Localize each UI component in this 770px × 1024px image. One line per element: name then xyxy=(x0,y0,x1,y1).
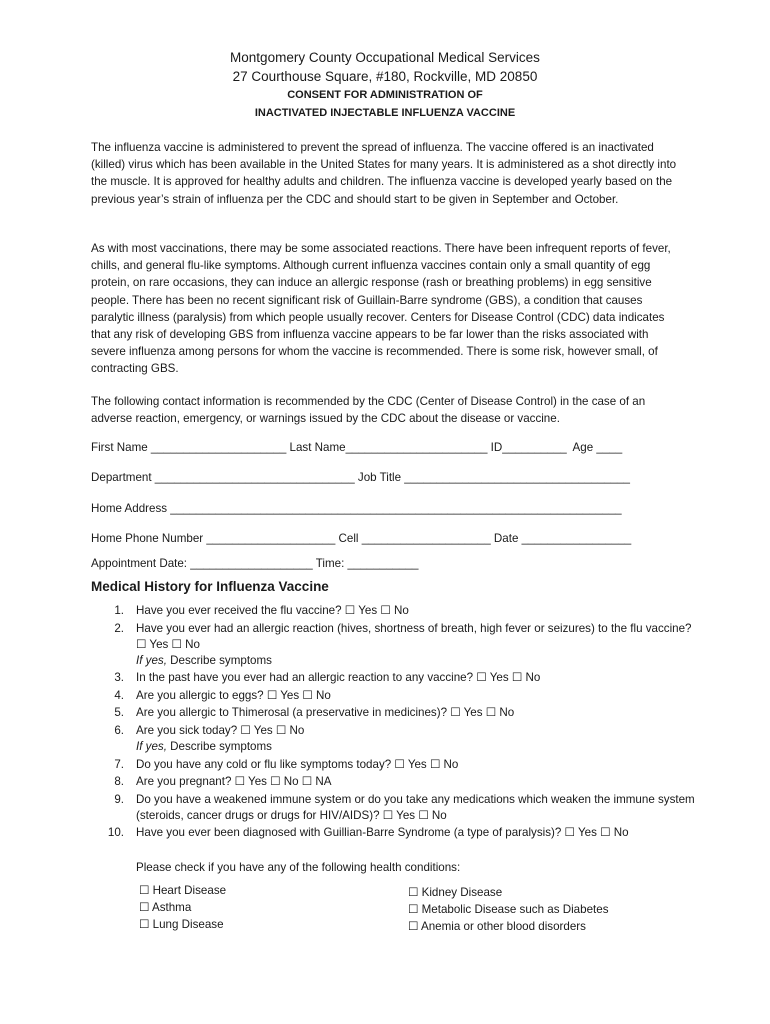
form-title-line-2: INACTIVATED INJECTABLE INFLUENZA VACCINE xyxy=(254,107,516,119)
condition-checkbox-kidney-disease[interactable]: ☐ Kidney Disease xyxy=(408,886,503,899)
department-jobtitle-fields[interactable]: Department _______________________________ Job Title ___________________________________ xyxy=(91,471,630,484)
medical-history-heading: Medical History for Influenza Vaccine xyxy=(91,579,329,594)
vaccine-description-paragraph: The influenza vaccine is administered to prevent the spread of influenza. The vaccine offered is an inactivated (killed) virus which has been available in the United States for many years. It is administered as a shot directly into the muscle. It is approved for healthy adults and children. The influenza vaccine is developed yearly based on the previous year’s strain of influenza per the CDC and should start to be given in September and October. xyxy=(91,141,677,206)
organization-name: Montgomery County Occupational Medical Services xyxy=(230,50,540,65)
condition-checkbox-heart-disease[interactable]: ☐ Heart Disease xyxy=(139,884,227,897)
health-conditions-intro: Please check if you have any of the following health conditions: xyxy=(136,861,461,874)
condition-checkbox-anemia[interactable]: ☐ Anemia or other blood disorders xyxy=(408,920,586,933)
question-2[interactable]: 2. Have you ever had an allergic reaction (hives, shortness of breath, high fever or seizures) to the flu vaccine? ☐ Yes ☐ No If yes, Describe symptoms xyxy=(114,621,692,667)
contact-info-paragraph: The following contact information is recommended by the CDC (Center of Disease Control) in the case of an adverse reaction, emergency, or warnings issued by the CDC about the disease or vaccine. xyxy=(91,395,646,426)
organization-address: 27 Courthouse Square, #180, Rockville, MD 20850 xyxy=(232,69,538,84)
question-6[interactable]: 6. Are you sick today? ☐ Yes ☐ No If yes, Describe symptoms xyxy=(114,723,305,753)
question-5[interactable]: 5. Are you allergic to Thimerosal (a preservative in medicines)? ☐ Yes ☐ No xyxy=(114,706,515,720)
form-header xyxy=(0,48,770,122)
appointment-date-time-fields[interactable]: Appointment Date: ___________________ Time: ___________ xyxy=(91,557,419,570)
medical-history-questions xyxy=(100,603,700,843)
phone-cell-date-fields[interactable]: Home Phone Number ____________________ Cell ____________________ Date _________________ xyxy=(91,532,632,545)
question-7[interactable]: 7. Do you have any cold or flu like symptoms today? ☐ Yes ☐ No xyxy=(114,757,459,771)
condition-checkbox-asthma[interactable]: ☐ Asthma xyxy=(139,901,192,914)
condition-checkbox-metabolic-disease[interactable]: ☐ Metabolic Disease such as Diabetes xyxy=(408,903,609,916)
home-address-field[interactable]: Home Address ______________________________________________________________________ xyxy=(91,502,622,515)
question-8[interactable]: 8. Are you pregnant? ☐ Yes ☐ No ☐ NA xyxy=(114,775,332,789)
form-title-line-1: CONSENT FOR ADMINISTRATION OF xyxy=(287,89,483,101)
health-conditions-left-column xyxy=(139,882,226,933)
condition-checkbox-lung-disease[interactable]: ☐ Lung Disease xyxy=(139,918,224,931)
question-1[interactable]: 1. Have you ever received the flu vaccine? ☐ Yes ☐ No xyxy=(114,604,409,617)
health-conditions-right-column xyxy=(408,884,609,935)
question-4[interactable]: 4. Are you allergic to eggs? ☐ Yes ☐ No xyxy=(114,688,331,702)
question-9[interactable]: 9. Do you have a weakened immune system or do you take any medications which weaken the immune system (steroids, cancer drugs or drugs for HIV/AIDS)? ☐ Yes ☐ No xyxy=(114,792,695,822)
question-3[interactable]: 3. In the past have you ever had an allergic reaction to any vaccine? ☐ Yes ☐ No xyxy=(114,671,541,685)
name-id-age-fields[interactable]: First Name _____________________ Last Name______________________ ID__________ Age ____ xyxy=(91,441,623,454)
question-10[interactable]: 10. Have you ever been diagnosed with Guillian-Barre Syndrome (a type of paralysis)? ☐ Yes ☐ No xyxy=(107,826,629,840)
reactions-paragraph: As with most vaccinations, there may be some associated reactions. There have been infrequent reports of fever, chills, and general flu-like symptoms. Although current influenza vaccines contain only a small quantity of egg protein, on rare occasions, they can induce an allergic response (rash or breathing problems) in egg sensitive people. There has been no recent significant risk of Guillain-Barre syndrome (GBS), a condition that causes paralytic illness (paralysis) from which people usually recover. Centers for Disease Control (CDC) data indicates that any risk of developing GBS from influenza vaccine appears to be far lower than the risks associated with severe influenza among persons for whom the vaccine is recommended. There is some risk, however small, of contracting GBS. xyxy=(91,242,671,376)
